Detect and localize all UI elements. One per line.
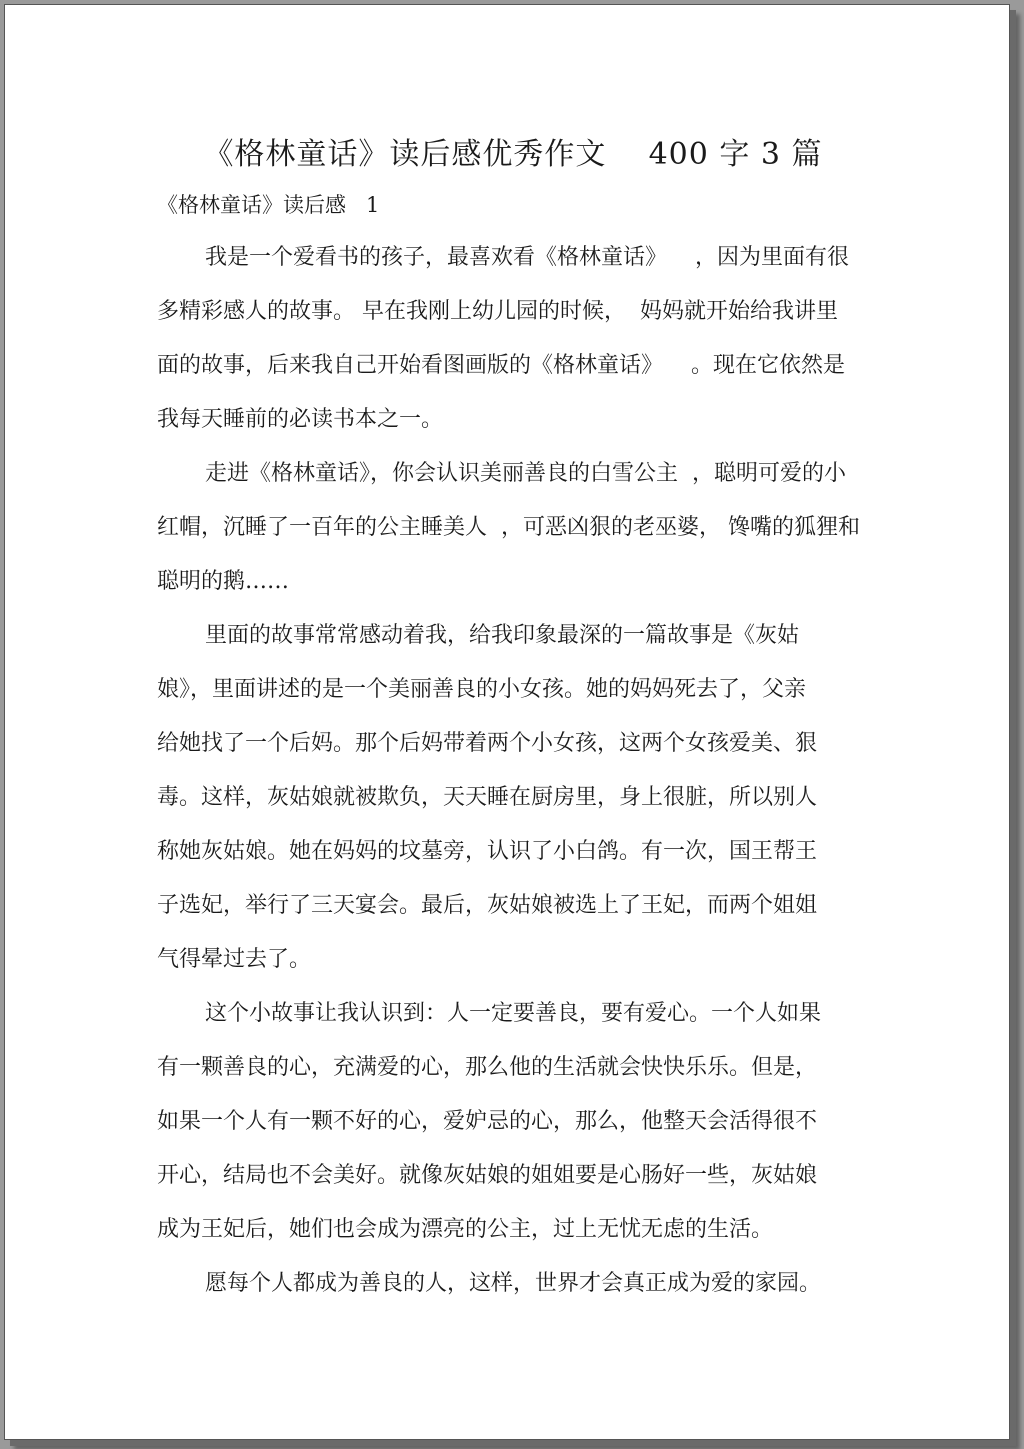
paragraph-line: 成为王妃后，她们也会成为漂亮的公主，过上无忧无虑的生活。 [157, 1217, 774, 1242]
paragraph-4 [157, 987, 869, 1257]
paragraph-5 [157, 1257, 869, 1311]
paragraph-line: 聪明的鹅…… [157, 569, 290, 594]
paragraph-line: 愿每个人都成为善良的人，这样，世界才会真正成为爱的家园。 [205, 1271, 822, 1296]
paragraph-line: 娘》，里面讲述的是一个美丽善良的小女孩。她的妈妈死去了，父亲 [157, 677, 807, 702]
paragraph-3 [157, 609, 869, 987]
paragraph-line: 红帽，沉睡了一百年的公主睡美人 ，可恶凶狠的老巫婆， 馋嘴的狐狸和 [157, 515, 860, 540]
document-title: 《格林童话》读后感优秀作文 400 字 3 篇 [203, 137, 823, 172]
paragraph-line: 开心，结局也不会美好。就像灰姑娘的姐姐要是心肠好一些，灰姑娘 [157, 1163, 818, 1188]
paragraph-line: 多精彩感人的故事。 早在我刚上幼儿园的时候， 妈妈就开始给我讲里 [157, 299, 838, 324]
paragraph-line: 这个小故事让我认识到：人一定要善良，要有爱心。一个人如果 [205, 1001, 822, 1026]
paragraph-line: 气得晕过去了。 [157, 947, 312, 972]
paragraph-line: 如果一个人有一颗不好的心，爱妒忌的心，那么，他整天会活得很不 [157, 1109, 818, 1134]
paragraph-2 [157, 447, 869, 609]
paragraph-line: 我是一个爱看书的孩子，最喜欢看《格林童话》 ，因为里面有很 [205, 245, 849, 270]
paragraph-line: 有一颗善良的心，充满爱的心，那么他的生活就会快快乐乐。但是， [157, 1055, 818, 1080]
paragraph-line: 给她找了一个后妈。那个后妈带着两个小女孩，这两个女孩爱美、狠 [157, 731, 818, 756]
paragraph-line: 走进《格林童话》，你会认识美丽善良的白雪公主 ，聪明可爱的小 [205, 461, 846, 486]
paragraph-line: 称她灰姑娘。她在妈妈的坟墓旁，认识了小白鸽。有一次，国王帮王 [157, 839, 818, 864]
paragraph-line: 子选妃，举行了三天宴会。最后，灰姑娘被选上了王妃，而两个姐姐 [157, 893, 818, 918]
paragraph-1 [157, 231, 869, 447]
paragraph-line: 面的故事，后来我自己开始看图画版的《格林童话》 。现在它依然是 [157, 353, 845, 378]
paragraph-line: 毒。这样，灰姑娘就被欺负，天天睡在厨房里，身上很脏，所以别人 [157, 785, 818, 810]
paragraph-line: 里面的故事常常感动着我，给我印象最深的一篇故事是《灰姑 [205, 623, 800, 648]
document-page [4, 4, 1010, 1440]
document-body [157, 125, 869, 1311]
section-subtitle: 《格林童话》读后感 1 [157, 193, 380, 217]
paragraph-line: 我每天睡前的必读书本之一。 [157, 407, 444, 432]
